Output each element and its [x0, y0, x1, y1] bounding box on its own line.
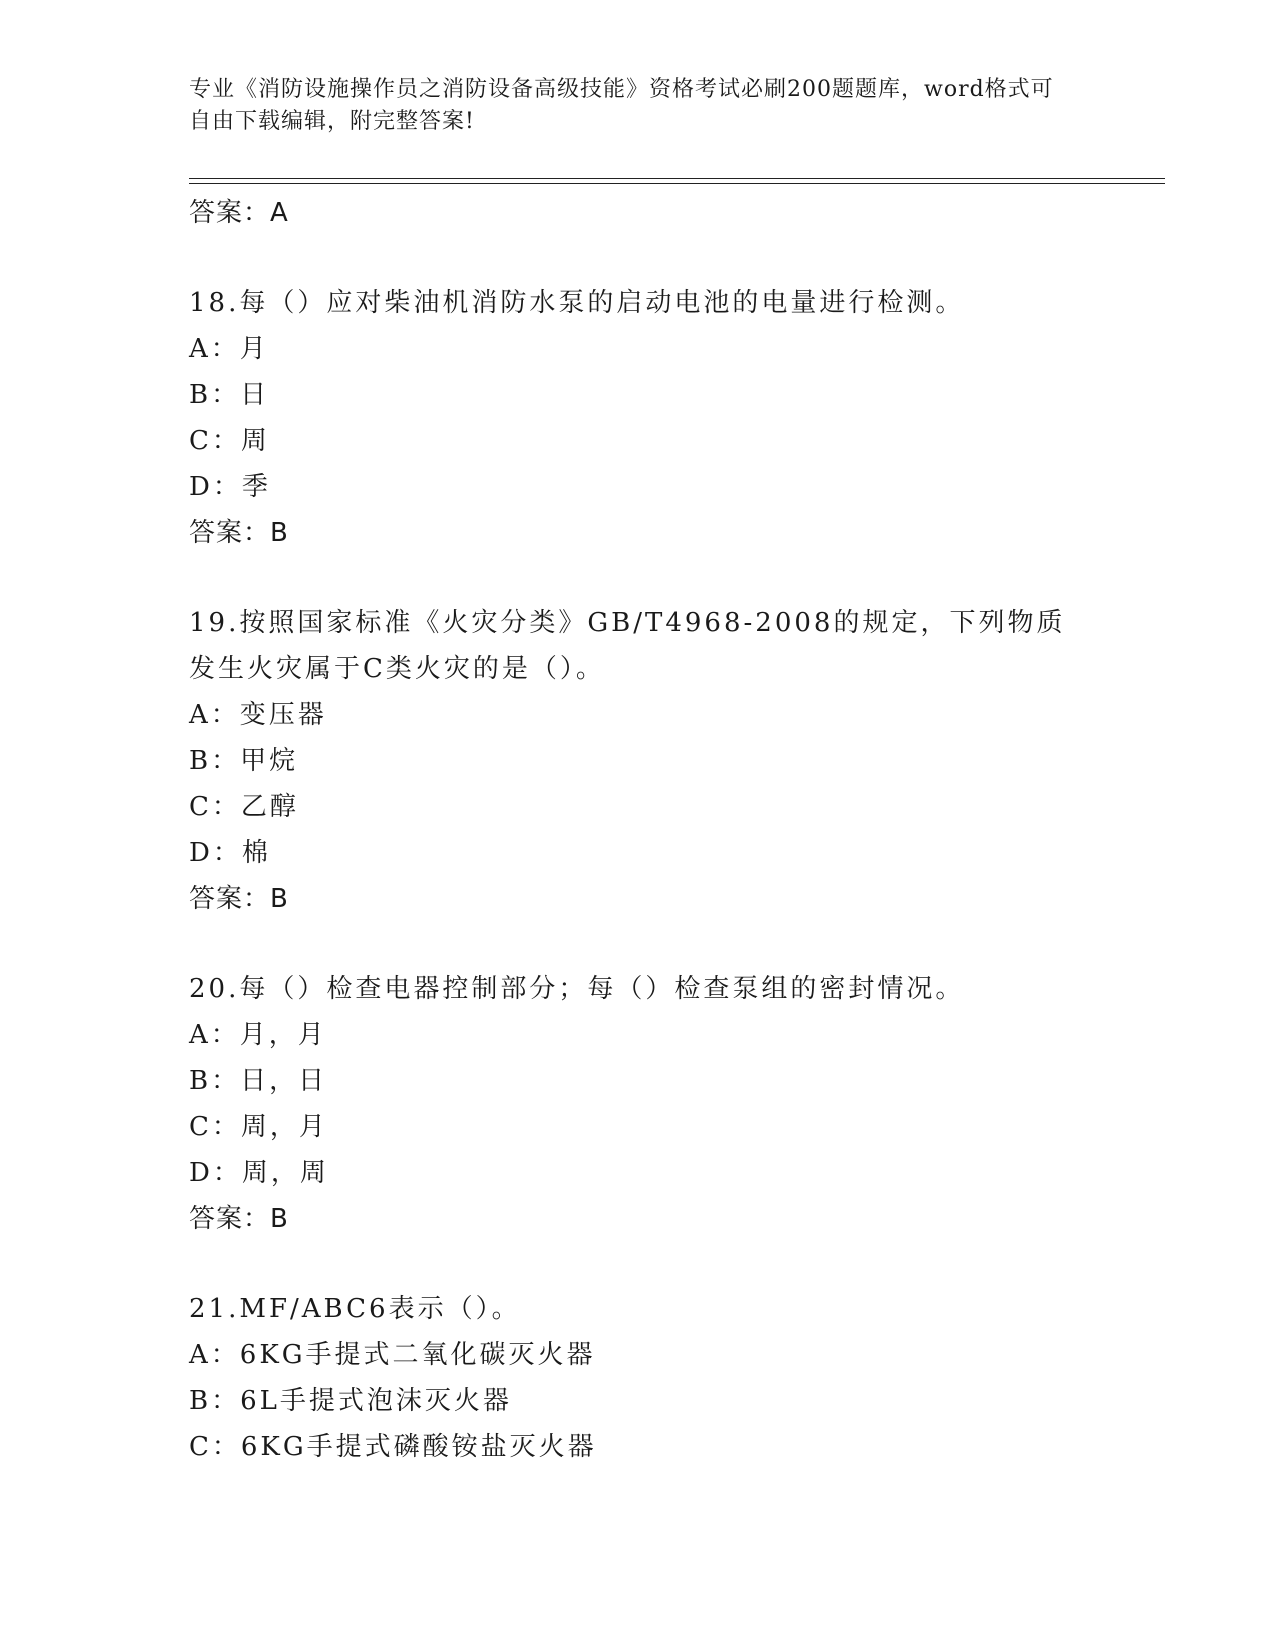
question-block	[189, 600, 1089, 922]
option-d: D：棉	[189, 838, 271, 868]
header-divider-bottom	[189, 183, 1165, 184]
answer-line: 答案：A	[189, 198, 289, 228]
option-a: A：变压器	[189, 700, 327, 730]
spacer	[189, 236, 1089, 280]
option-d: D：季	[189, 472, 271, 502]
option-b: B：日	[189, 380, 270, 410]
question-stem: 21.MF/ABC6表示（）。	[189, 1294, 521, 1324]
question-block	[189, 280, 1089, 556]
spacer	[189, 1242, 1089, 1286]
option-c: C：6KG手提式磷酸铵盐灭火器	[189, 1432, 597, 1462]
option-c: C：乙醇	[189, 792, 299, 822]
option-a: A：6KG手提式二氧化碳灭火器	[189, 1340, 596, 1370]
answer-line: 答案：B	[189, 518, 289, 548]
question-stem: 19.按照国家标准《火灾分类》GB/T4968-2008的规定，下列物质发生火灾属于C类火灾的是（）。	[189, 608, 1066, 684]
question-block	[189, 1286, 1089, 1470]
option-d: D：周，周	[189, 1158, 329, 1188]
spacer	[189, 556, 1089, 600]
option-c: C：周，月	[189, 1112, 328, 1142]
document-header: 专业《消防设施操作员之消防设备高级技能》资格考试必刷200题题库，word格式可自由下载编辑，附完整答案!	[189, 77, 1054, 134]
option-a: A：月，月	[189, 1020, 327, 1050]
option-a: A：月	[189, 334, 269, 364]
spacer	[189, 922, 1089, 966]
option-b: B：日，日	[189, 1066, 328, 1096]
answer-line: 答案：B	[189, 884, 289, 914]
option-b: B：6L手提式泡沫灭火器	[189, 1386, 512, 1416]
answer-line: 答案：B	[189, 1204, 289, 1234]
option-b: B：甲烷	[189, 746, 299, 776]
question-stem: 18.每（）应对柴油机消防水泵的启动电池的电量进行检测。	[189, 288, 965, 318]
question-block	[189, 966, 1089, 1242]
question-stem: 20.每（）检查电器控制部分；每（）检查泵组的密封情况。	[189, 974, 965, 1004]
question-list	[189, 190, 1089, 1470]
header-divider-top	[189, 178, 1165, 179]
option-c: C：周	[189, 426, 270, 456]
